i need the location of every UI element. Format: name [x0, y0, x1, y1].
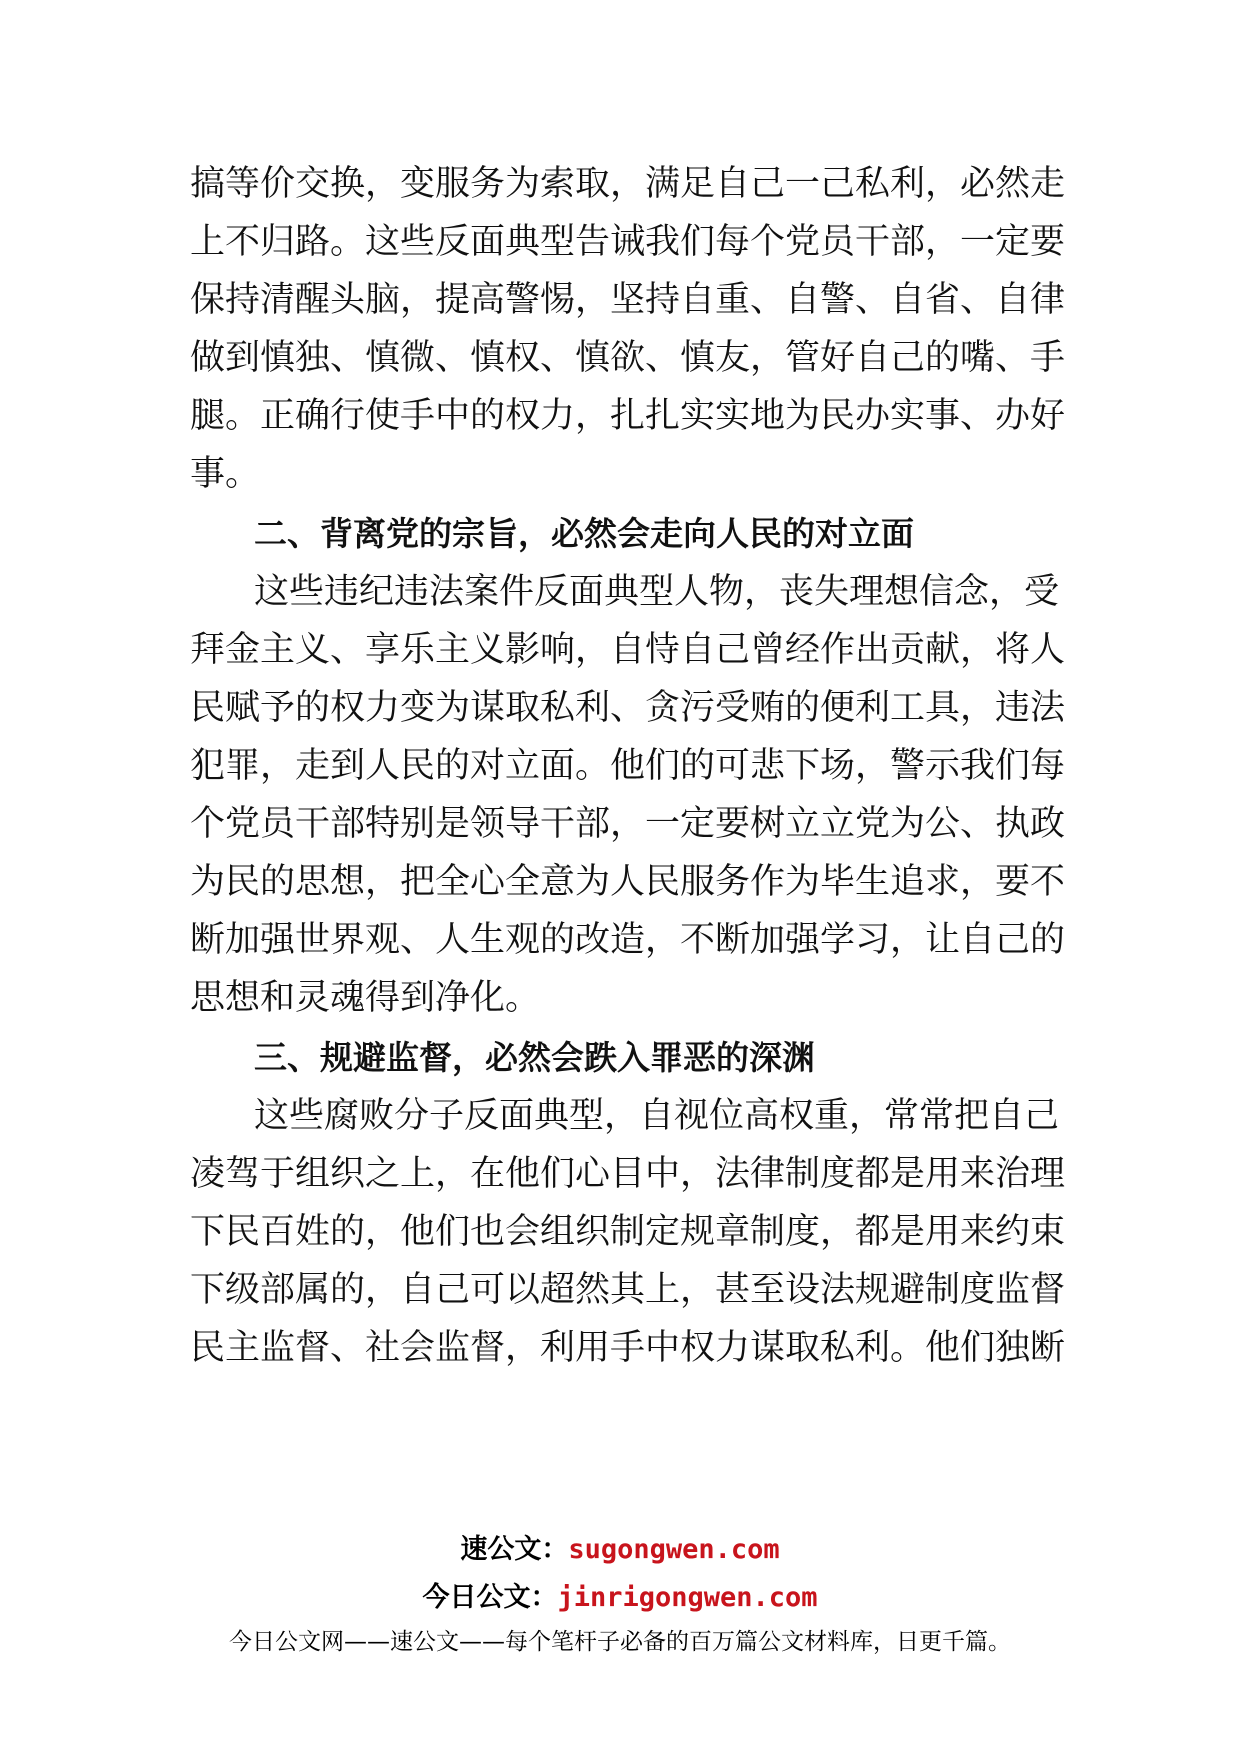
footer-site-1-link[interactable]: sugongwen.com — [568, 1534, 780, 1565]
footer-site-2-link[interactable]: jinrigongwen.com — [557, 1582, 818, 1613]
paragraph-line: 腿。正确行使手中的权力，扎扎实实地为民办实事、办好 — [190, 396, 1066, 436]
footer-tagline: 今日公文网——速公文——每个笔杆子必备的百万篇公文材料库，日更千篇。 — [229, 1629, 1011, 1655]
paragraph-line: 这些违纪违法案件反面典型人物，丧失理想信念，受 — [254, 572, 1060, 612]
paragraph-line: 凌驾于组织之上，在他们心目中，法律制度都是用来治理 — [190, 1154, 1066, 1194]
paragraph-line: 断加强世界观、人生观的改造，不断加强学习，让自己的 — [190, 920, 1066, 960]
paragraph-line: 民赋予的权力变为谋取私利、贪污受贿的便利工具，违法 — [190, 688, 1066, 728]
paragraph-line: 做到慎独、慎微、慎权、慎欲、慎友，管好自己的嘴、手 — [190, 338, 1066, 378]
paragraph-line: 搞等价交换，变服务为索取，满足自己一己私利，必然走 — [190, 164, 1066, 204]
paragraph-line: 上不归路。这些反面典型告诫我们每个党员干部，一定要 — [190, 222, 1066, 262]
paragraph-line: 保持清醒头脑，提高警惕，坚持自重、自警、自省、自律 — [190, 280, 1066, 320]
paragraph-line: 事。 — [190, 454, 261, 494]
paragraph-line: 拜金主义、享乐主义影响，自恃自己曾经作出贡献，将人 — [190, 630, 1066, 670]
paragraph-line: 这些腐败分子反面典型，自视位高权重，常常把自己 — [254, 1096, 1060, 1136]
paragraph-line: 为民的思想，把全心全意为人民服务作为毕生追求，要不 — [190, 862, 1066, 902]
footer-site-1 — [0, 1527, 1240, 1566]
section-heading-2: 二、背离党的宗旨，必然会走向人民的对立面 — [254, 514, 914, 553]
paragraph-line: 犯罪，走到人民的对立面。他们的可悲下场，警示我们每 — [190, 746, 1066, 786]
section-heading-3: 三、规避监督，必然会跌入罪恶的深渊 — [254, 1038, 815, 1077]
paragraph-line: 民主监督、社会监督，利用手中权力谋取私利。他们独断 — [190, 1328, 1066, 1368]
paragraph-line: 思想和灵魂得到净化。 — [190, 978, 541, 1018]
footer-site-2-label: 今日公文： — [422, 1582, 558, 1613]
paragraph-line: 个党员干部特别是领导干部，一定要树立立党为公、执政 — [190, 804, 1066, 844]
footer-site-1-label: 速公文： — [460, 1534, 569, 1565]
paragraph-line: 下民百姓的，他们也会组织制定规章制度，都是用来约束 — [190, 1212, 1066, 1252]
footer-site-2 — [0, 1575, 1240, 1614]
paragraph-line: 下级部属的，自己可以超然其上，甚至设法规避制度监督 — [190, 1270, 1066, 1310]
